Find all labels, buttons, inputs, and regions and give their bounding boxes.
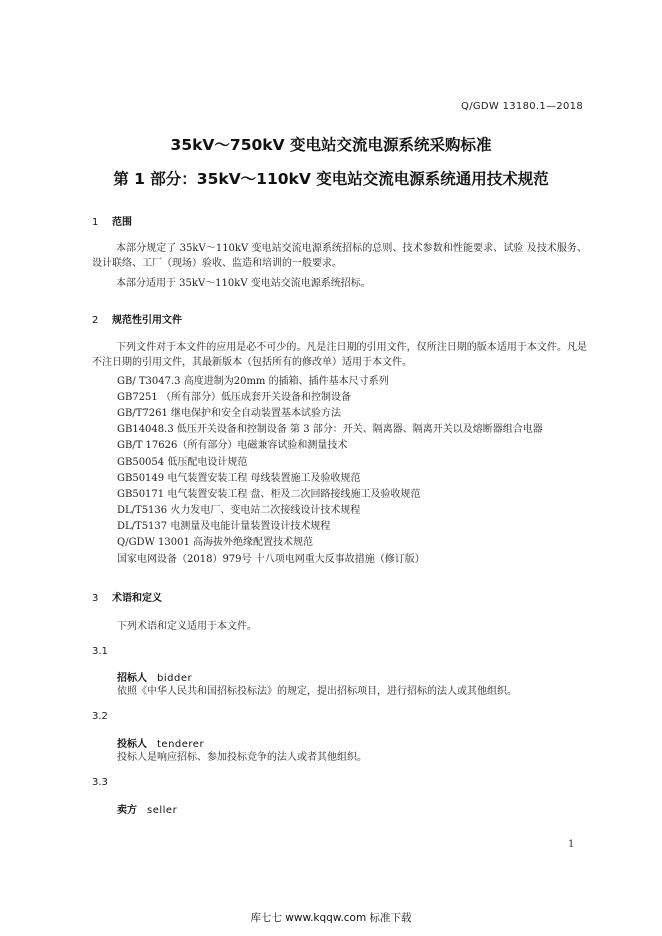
section-title: 规范性引用文件	[112, 315, 182, 326]
page-number: 1	[568, 839, 575, 850]
paragraph: 下列文件对于本文件的应用是必不可少的。凡是注日期的引用文件，仅所注日期的版本适用于本文件。凡是不注日期的引用文件，其最新版本（包括所有的修改单）适用于本文件。	[92, 342, 587, 368]
term-en: tenderer	[157, 739, 205, 750]
footer-watermark: 库七七 www.kqqw.com 标准下载	[250, 912, 412, 924]
reference-item: GB7251 （所有部分）低压成套开关设备和控制设备	[117, 392, 351, 403]
section-number: 3	[92, 593, 99, 604]
standard-code: Q/GDW 13180.1—2018	[461, 101, 583, 112]
reference-item: GB/T7261 继电保护和安全自动装置基本试验方法	[117, 408, 342, 419]
reference-item: GB/T 17626（所有部分）电磁兼容试验和测量技术	[117, 440, 348, 451]
section-title: 范围	[112, 217, 132, 228]
term-zh: 投标人	[117, 739, 147, 750]
paragraph: 本部分适用于 35kV～110kV 变电站交流电源系统招标。	[116, 278, 371, 289]
section-3-heading	[92, 589, 162, 604]
term-definition: 依照《中华人民共和国招标投标法》的规定，提出招标项目，进行招标的法人或其他组织。	[117, 686, 517, 697]
term-zh: 卖方	[117, 805, 137, 816]
term-definition: 投标人是响应招标、参加投标竞争的法人或者其他组织。	[117, 752, 367, 763]
term-heading	[117, 801, 177, 816]
term-zh: 招标人	[117, 673, 147, 684]
paragraph: 本部分规定了 35kV～110kV 变电站交流电源系统招标的总则、技术参数和性能要求、试验 及技术服务、设计联络、工厂（现场）验收、监造和培训的一般要求。	[92, 243, 587, 269]
section-number: 1	[92, 217, 99, 228]
term-heading	[117, 669, 192, 684]
section-1-heading	[92, 213, 132, 228]
paragraph: 下列术语和定义适用于本文件。	[117, 621, 257, 632]
reference-item: 国家电网设备（2018）979号 十八项电网重大反事故措施（修订版）	[117, 554, 425, 565]
reference-item: GB/ T3047.3 高度进制为20mm 的插箱、插件基本尺寸系列	[117, 376, 389, 387]
section-title: 术语和定义	[112, 593, 162, 604]
term-en: bidder	[157, 673, 193, 684]
document-subtitle: 第 1 部分：35kV～110kV 变电站交流电源系统通用技术规范	[113, 170, 549, 188]
term-en: seller	[147, 805, 178, 816]
document-title: 35kV～750kV 变电站交流电源系统采购标准	[170, 136, 492, 154]
section-2-heading	[92, 311, 182, 326]
reference-item: GB50054 低压配电设计规范	[117, 457, 248, 468]
reference-item: GB50149 电气装置安装工程 母线装置施工及验收规范	[117, 473, 361, 484]
section-number: 2	[92, 315, 99, 326]
reference-item: GB50171 电气装置安装工程 盘、柜及二次回路接线施工及验收规范	[117, 489, 421, 500]
term-number: 3.3	[92, 777, 108, 788]
reference-item: DL/T5137 电测量及电能计量装置设计技术规程	[117, 521, 331, 532]
reference-item: Q/GDW 13001 高海拔外绝缘配置技术规范	[117, 537, 314, 548]
term-heading	[117, 735, 204, 750]
term-number: 3.1	[92, 646, 108, 657]
term-number: 3.2	[92, 711, 108, 722]
reference-item: DL/T5136 火力发电厂、变电站二次接线设计技术规程	[117, 505, 361, 516]
reference-item: GB14048.3 低压开关设备和控制设备 第 3 部分：开关、隔离器、隔离开关以及熔断器组合电器	[117, 424, 543, 435]
